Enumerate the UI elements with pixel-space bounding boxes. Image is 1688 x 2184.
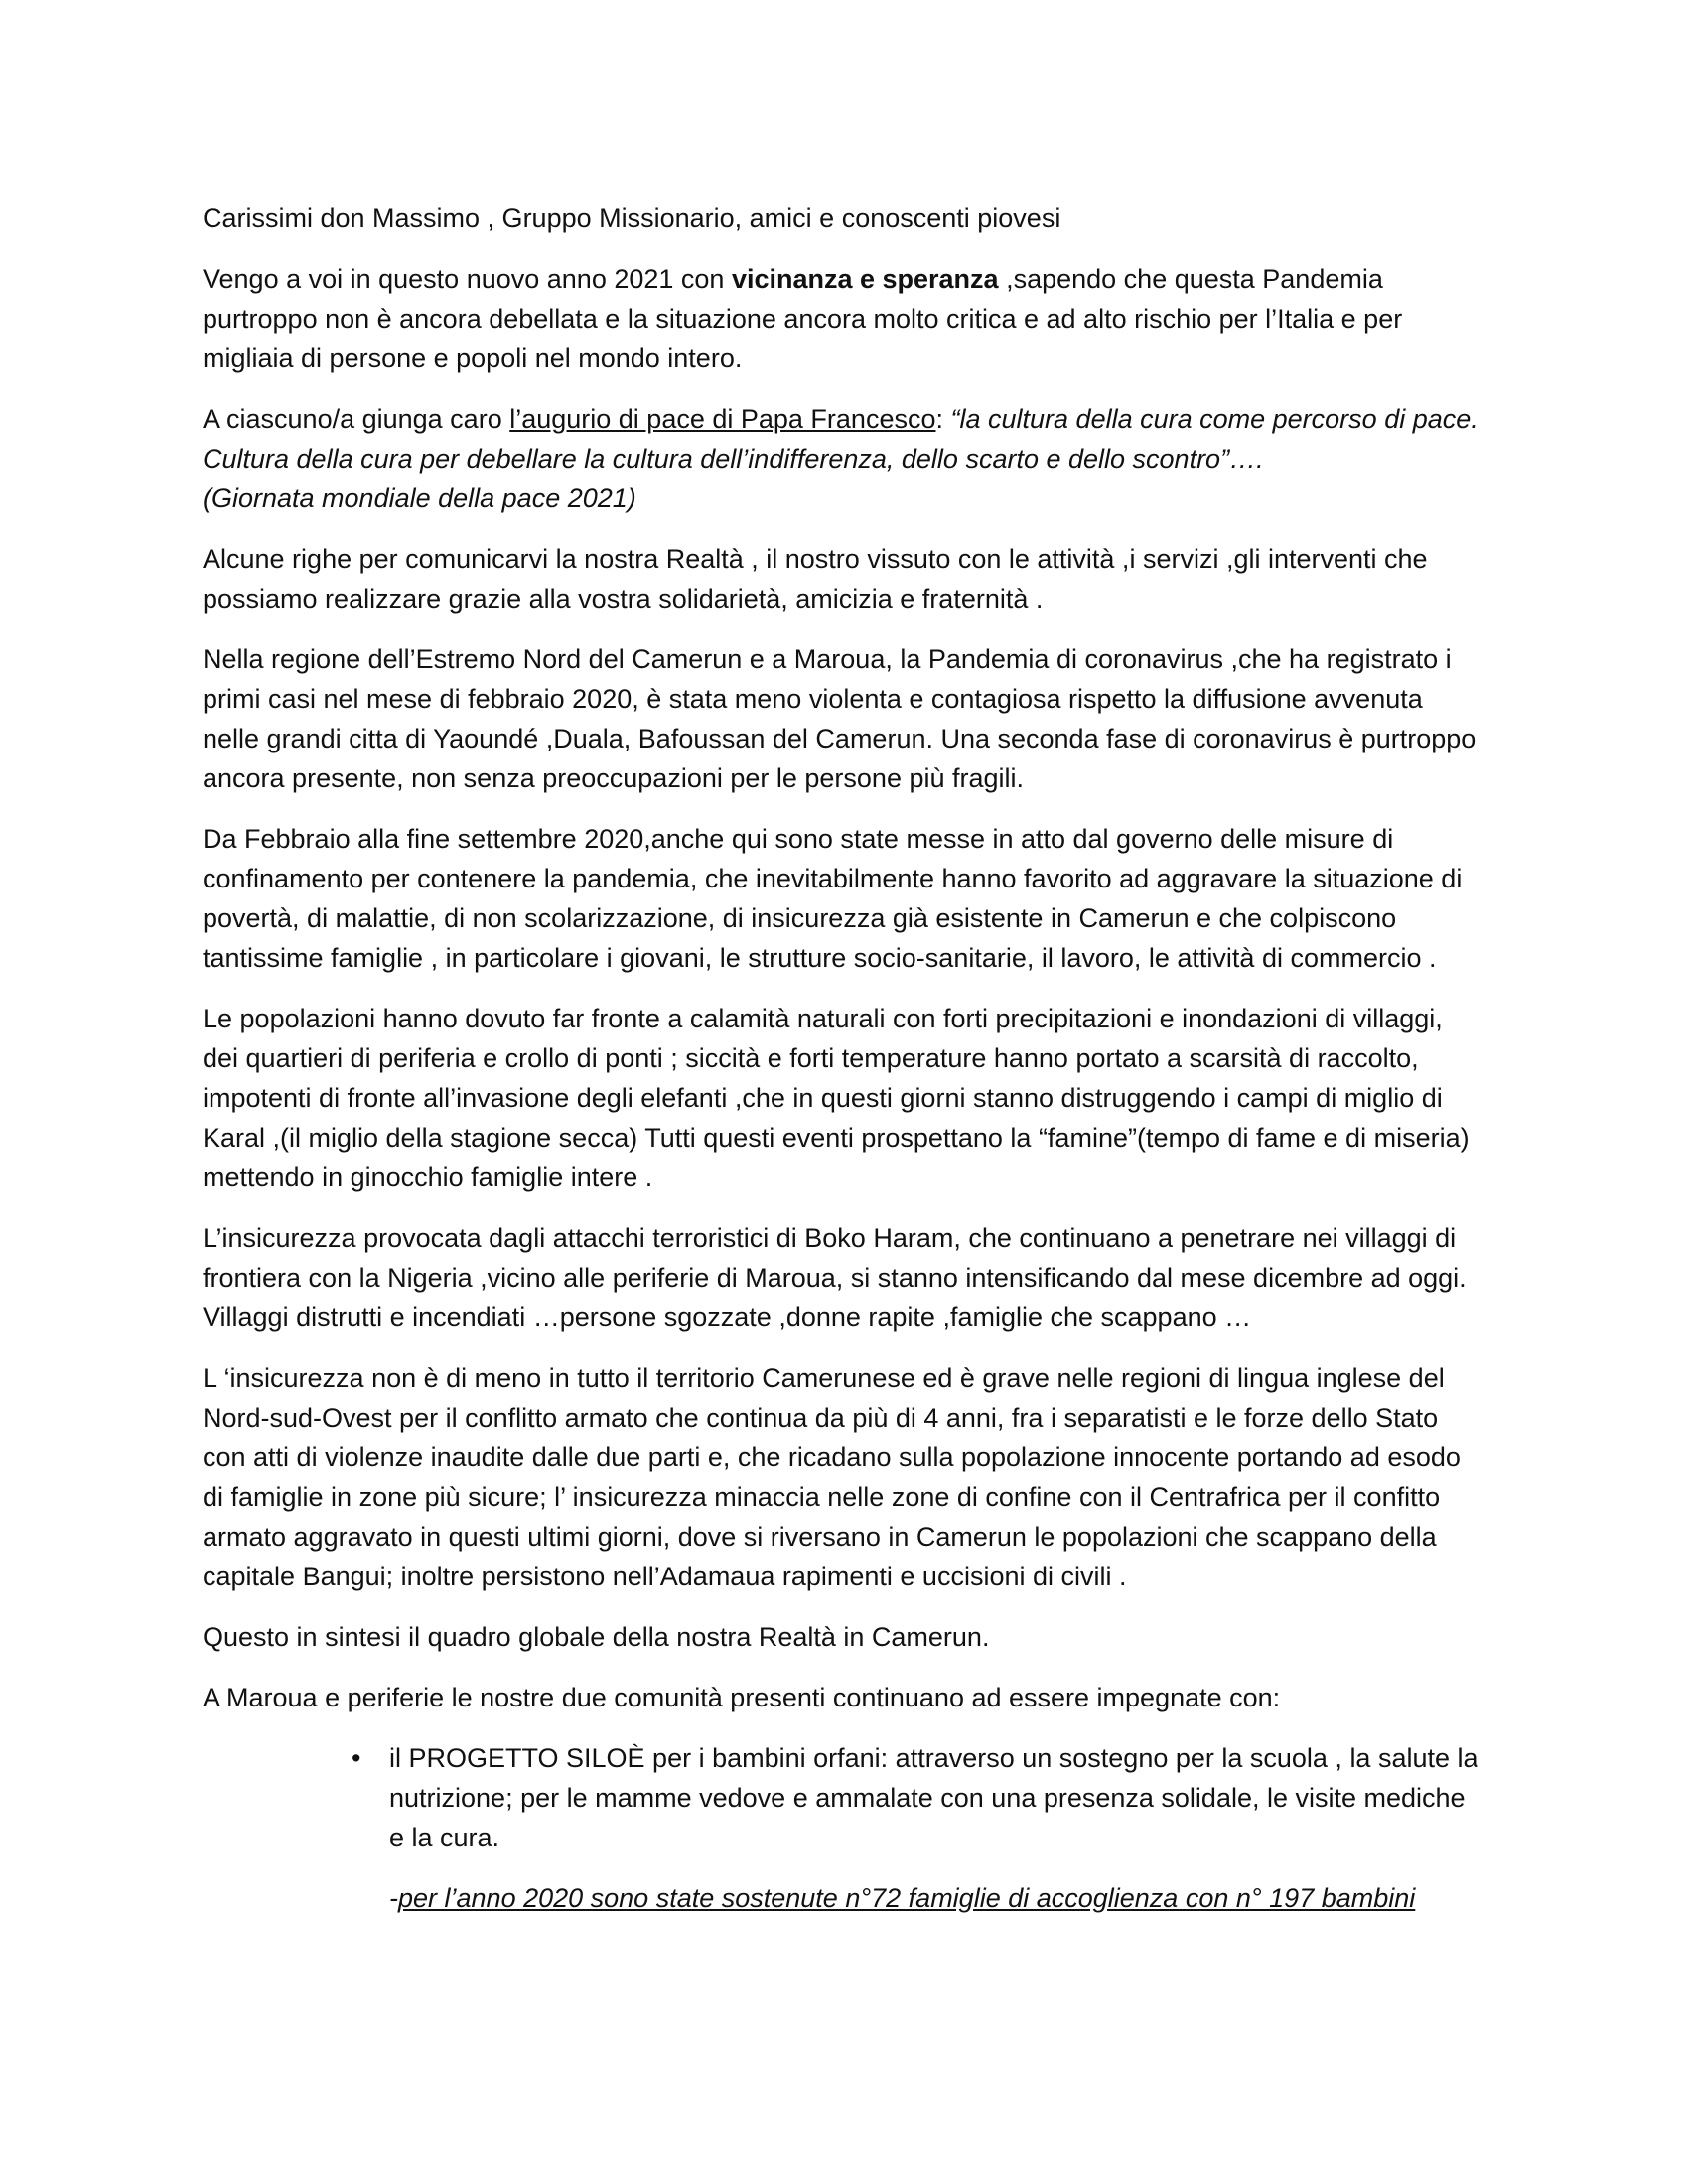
sub-item-dash: - xyxy=(389,1883,398,1913)
paragraph-new-year-rest: ,sapendo che questa Pandemia purtroppo non è ancora debellata e la situazione ancora molto critica e ad alto rischio per l’Italia e per migliaia di persone e popoli nel mondo intero. xyxy=(203,264,1403,373)
pope-quote: “la cultura della cura come percorso di pace. Cultura della cura per debellare la cultura dell’indifferenza, dello scarto e dello scontro”…. xyxy=(203,404,1478,474)
paragraph-communities: A Maroua e periferie le nostre due comunità presenti continuano ad essere impegnate con: xyxy=(203,1683,1281,1712)
pope-greeting-colon: : xyxy=(935,404,951,434)
bold-phrase: vicinanza e speranza xyxy=(731,264,999,294)
paragraph-new-year-intro: Vengo a voi in questo nuovo anno 2021 con xyxy=(203,264,732,294)
paragraph-calamities: Le popolazioni hanno dovuto far fronte a calamità naturali con forti precipitazioni e inondazioni di villaggi, dei quartieri di periferia e crollo di ponti ; siccità e forti temperature hanno portato a scarsità di raccolto, impotenti di fronte all’invasione degli elefanti ,che in questi giorni stanno distruggendo i campi di miglio di Karal ,(il miglio della stagione secca) Tutti questi eventi prospettano la “famine”(tempo di fame e di miseria) mettendo in ginocchio famiglie intere . xyxy=(203,1004,1470,1192)
paragraph-confinement: Da Febbraio alla fine settembre 2020,anche qui sono state messe in atto dal governo delle misure di confinamento per contenere la pandemia, che inevitabilmente hanno favorito ad aggravare la situazione di povertà, di malattie, di non scolarizzazione, di insicurezza già esistente in Camerun e che colpiscono tantissime famiglie , in particolare i giovani, le strutture socio-sanitarie, il lavoro, le attività di commercio . xyxy=(203,824,1463,973)
list-item xyxy=(203,1738,1483,1857)
paragraph-boko-haram: L’insicurezza provocata dagli attacchi terroristici di Boko Haram, che continuano a penetrare nei villaggi di frontiera con la Nigeria ,vicino alle periferie di Maroua, si stanno intensificando dal mese dicembre ad oggi. Villaggi distrutti e incendiati …persone sgozzate ,donne rapite ,famiglie che scappano … xyxy=(203,1223,1467,1332)
letter-body xyxy=(203,199,1483,1918)
paragraph-new-year xyxy=(203,259,1483,378)
paragraph-insecurity: L ‘insicurezza non è di meno in tutto il territorio Camerunese ed è grave nelle regioni di lingua inglese del Nord-sud-Ovest per il conflitto armato che continua da più di 4 anni, fra i separatisti e le forze dello Stato con atti di violenze inaudite dalle due parti e, che ricadano sulla popolazione innocente portando ad esodo di famiglie in zone più sicure; l’ insicurezza minaccia nelle zone di confine con il Centrafrica per il confitto armato aggravato in questi ultimi giorni, dove si riversano in Camerun le popolazioni che scappano della capitale Bangui; inoltre persistono nell’Adamaua rapimenti e uccisioni di civili . xyxy=(203,1363,1461,1591)
paragraph-pope-greeting xyxy=(203,399,1483,518)
sub-item xyxy=(203,1878,1483,1918)
pope-greeting-intro: A ciascuno/a giunga caro xyxy=(203,404,510,434)
sub-item-text: per l’anno 2020 sono state sostenute n°72 famiglie di accoglienza con n° 197 bambini xyxy=(398,1883,1416,1913)
paragraph-summary: Questo in sintesi il quadro globale della nostra Realtà in Camerun. xyxy=(203,1622,990,1652)
bullet-icon: • xyxy=(352,1743,361,1773)
quote-source: (Giornata mondiale della pace 2021) xyxy=(203,483,636,513)
greeting: Carissimi don Massimo , Gruppo Missionario, amici e conoscenti piovesi xyxy=(203,204,1061,233)
paragraph-intro: Alcune righe per comunicarvi la nostra Realtà , il nostro vissuto con le attività ,i servizi ,gli interventi che possiamo realizzare grazie alla vostra solidarietà, amicizia e fraternità . xyxy=(203,544,1428,614)
pope-greeting-underlined: l’augurio di pace di Papa Francesco xyxy=(509,404,936,434)
paragraph-pandemic: Nella regione dell’Estremo Nord del Camerun e a Maroua, la Pandemia di coronavirus ,che ha registrato i primi casi nel mese di febbraio 2020, è stata meno violenta e contagiosa rispetto la diffusione avvenuta nelle grandi citta di Yaoundé ,Duala, Bafoussan del Camerun. Una seconda fase di coronavirus è purtroppo ancora presente, non senza preoccupazioni per le persone più fragili. xyxy=(203,644,1477,793)
bullet-text: il PROGETTO SILOÈ per i bambini orfani: attraverso un sostegno per la scuola , la salute la nutrizione; per le mamme vedove e ammalate con una presenza solidale, le visite mediche e la cura. xyxy=(389,1743,1478,1852)
